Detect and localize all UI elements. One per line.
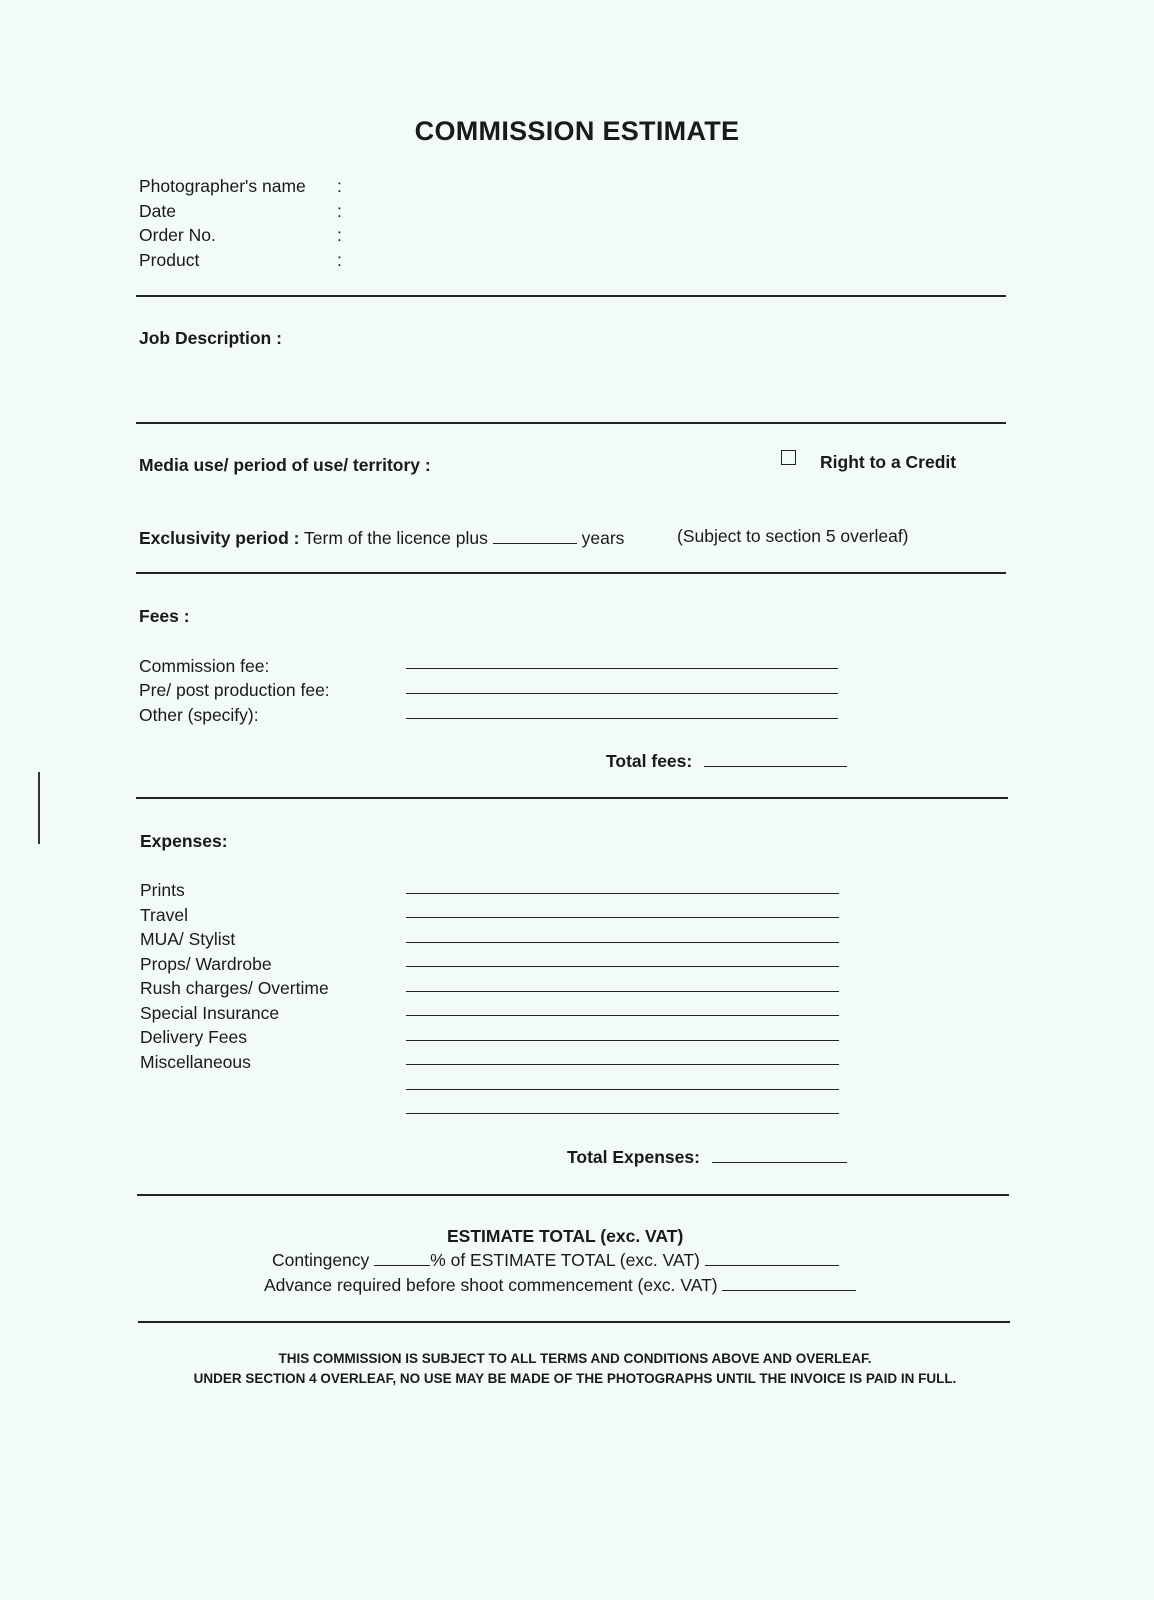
expense-item-field[interactable] xyxy=(406,917,839,918)
expense-item-label: Miscellaneous xyxy=(140,1052,251,1072)
divider xyxy=(136,295,1006,297)
expense-item-field[interactable] xyxy=(406,991,839,992)
expense-item-label: MUA/ Stylist xyxy=(140,929,236,949)
exclusivity-text-before: Term of the licence plus xyxy=(304,528,488,548)
contingency-percent-field[interactable] xyxy=(374,1251,430,1266)
contingency-amount-field[interactable] xyxy=(705,1251,839,1266)
product-colon: : xyxy=(337,250,342,270)
divider xyxy=(136,572,1006,574)
divider xyxy=(137,1194,1009,1196)
exclusivity-note: (Subject to section 5 overleaf) xyxy=(677,526,909,546)
exclusivity-row xyxy=(139,527,624,549)
exclusivity-years-field[interactable] xyxy=(493,529,577,544)
form-title: COMMISSION ESTIMATE xyxy=(414,116,740,146)
expense-item-label: Props/ Wardrobe xyxy=(140,954,272,974)
media-use-label: Media use/ period of use/ territory : xyxy=(139,455,431,475)
advance-label: Advance required before shoot commencement (exc. VAT) xyxy=(264,1275,718,1295)
divider xyxy=(136,422,1006,424)
fee-item-field[interactable] xyxy=(406,668,838,669)
expense-item-field[interactable] xyxy=(406,966,839,967)
contingency-label: Contingency xyxy=(272,1250,370,1270)
expense-item-field[interactable] xyxy=(406,1089,839,1090)
fees-heading: Fees : xyxy=(139,606,190,626)
date-colon: : xyxy=(337,201,342,221)
fee-item-field[interactable] xyxy=(406,693,838,694)
footer-terms-line: THIS COMMISSION IS SUBJECT TO ALL TERMS AND CONDITIONS ABOVE AND OVERLEAF. xyxy=(278,1351,872,1366)
right-to-credit-label: Right to a Credit xyxy=(820,452,957,472)
total-fees-field[interactable] xyxy=(704,766,847,767)
fee-item-label: Other (specify): xyxy=(139,705,259,725)
expense-item-field[interactable] xyxy=(406,893,839,894)
estimate-total-heading: ESTIMATE TOTAL (exc. VAT) xyxy=(447,1226,684,1246)
advance-amount-field[interactable] xyxy=(722,1276,856,1291)
expense-item-label: Delivery Fees xyxy=(140,1027,247,1047)
product-label: Product xyxy=(139,250,200,270)
fee-item-field[interactable] xyxy=(406,718,838,719)
expense-item-field[interactable] xyxy=(406,1040,839,1041)
order-no-colon: : xyxy=(337,225,342,245)
exclusivity-label: Exclusivity period : xyxy=(139,528,300,548)
total-expenses-label: Total Expenses: xyxy=(567,1147,700,1167)
fee-item-label: Commission fee: xyxy=(139,656,270,676)
order-no-label: Order No. xyxy=(139,225,216,245)
expense-item-field[interactable] xyxy=(406,942,839,943)
job-description-label: Job Description : xyxy=(139,328,282,348)
expense-item-label: Rush charges/ Overtime xyxy=(140,978,329,998)
divider xyxy=(138,1321,1010,1323)
expense-item-field[interactable] xyxy=(406,1015,839,1016)
contingency-label-after: % of ESTIMATE TOTAL (exc. VAT) xyxy=(430,1250,700,1270)
divider xyxy=(136,797,1008,799)
right-to-credit-checkbox[interactable] xyxy=(781,450,796,465)
fee-item-label: Pre/ post production fee: xyxy=(139,680,330,700)
expense-item-label: Travel xyxy=(140,905,188,925)
expense-item-field[interactable] xyxy=(406,1113,839,1114)
advance-row xyxy=(264,1274,856,1296)
photographer-name-colon: : xyxy=(337,176,342,196)
margin-mark xyxy=(38,772,43,844)
footer-invoice-line: UNDER SECTION 4 OVERLEAF, NO USE MAY BE MADE OF THE PHOTOGRAPHS UNTIL THE INVOICE IS PAID IN FULL. xyxy=(193,1371,957,1386)
photographer-name-label: Photographer's name xyxy=(139,176,306,196)
expense-item-field[interactable] xyxy=(406,1064,839,1065)
total-expenses-field[interactable] xyxy=(712,1162,847,1163)
total-fees-label: Total fees: xyxy=(606,751,693,771)
expense-item-label: Special Insurance xyxy=(140,1003,280,1023)
contingency-row xyxy=(272,1249,839,1271)
date-label: Date xyxy=(139,201,176,221)
exclusivity-text-after: years xyxy=(581,528,625,548)
expenses-heading: Expenses: xyxy=(140,831,228,851)
expense-item-label: Prints xyxy=(140,880,185,900)
